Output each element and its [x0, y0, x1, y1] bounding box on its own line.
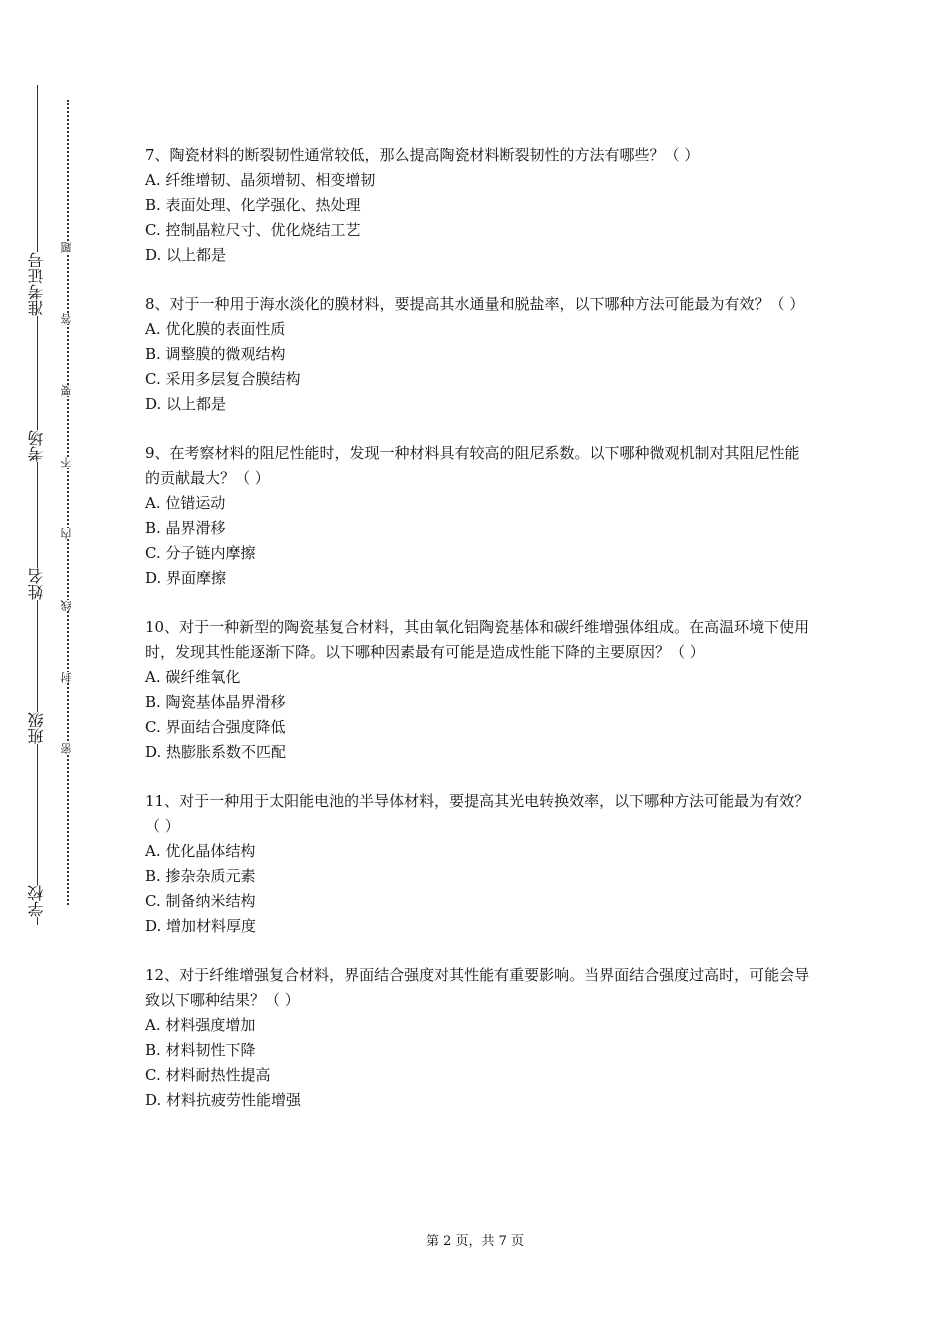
- question-stem: 10、对于一种新型的陶瓷基复合材料，其由氧化铝陶瓷基体和碳纤维增强体组成。在高温环境下使用时，发现其性能逐渐下降。以下哪种因素最有可能是造成性能下降的主要原因？（ ）: [145, 618, 810, 661]
- option-c: C. 采用多层复合膜结构: [145, 370, 301, 388]
- question-stem: 7、陶瓷材料的断裂韧性通常较低，那么提高陶瓷材料断裂韧性的方法有哪些？（ ）: [145, 146, 700, 164]
- option-a: A. 优化膜的表面性质: [145, 320, 286, 338]
- option-b: B. 材料韧性下降: [145, 1041, 256, 1059]
- option-a: A. 材料强度增加: [145, 1016, 256, 1034]
- option-a: A. 碳纤维氧化: [145, 668, 241, 686]
- question-12: [145, 963, 810, 1113]
- school-label: 学校: [19, 885, 55, 917]
- question-9: [145, 441, 810, 591]
- seal-char: 答: [58, 313, 76, 324]
- binding-dotted-line: [67, 100, 69, 905]
- question-11: [145, 789, 810, 939]
- option-a: A. 位错运动: [145, 494, 226, 512]
- option-d: D. 材料抗疲劳性能增强: [145, 1091, 302, 1109]
- option-b: B. 晶界滑移: [145, 519, 226, 537]
- exam-room-label: 考场: [19, 430, 55, 462]
- question-list: [145, 143, 810, 1137]
- option-b: B. 调整膜的微观结构: [145, 345, 286, 363]
- option-a: A. 纤维增韧、晶须增韧、相变增韧: [145, 171, 376, 189]
- seal-char: 内: [58, 528, 76, 539]
- option-b: B. 掺杂杂质元素: [145, 867, 256, 885]
- question-stem: 12、对于纤维增强复合材料，界面结合强度对其性能有重要影响。当界面结合强度过高时，可能会导致以下哪种结果？（ ）: [145, 966, 810, 1009]
- question-10: [145, 615, 810, 765]
- question-stem: 9、在考察材料的阻尼性能时，发现一种材料具有较高的阻尼系数。以下哪种微观机制对其阻尼性能的贡献最大？（ ）: [145, 444, 800, 487]
- binding-solid-line: [37, 85, 38, 925]
- seal-char: 线: [58, 600, 76, 611]
- option-c: C. 控制晶粒尺寸、优化烧结工艺: [145, 221, 361, 239]
- option-a: A. 优化晶体结构: [145, 842, 256, 860]
- seal-char: 封: [58, 672, 76, 683]
- option-d: D. 以上都是: [145, 246, 227, 264]
- option-d: D. 增加材料厚度: [145, 917, 257, 935]
- option-c: C. 界面结合强度降低: [145, 718, 286, 736]
- option-c: C. 材料耐热性提高: [145, 1066, 271, 1084]
- seal-char: 题: [58, 242, 76, 253]
- question-stem: 11、对于一种用于太阳能电池的半导体材料，要提高其光电转换效率，以下哪种方法可能最为有效？（ ）: [145, 792, 810, 835]
- question-8: [145, 292, 810, 417]
- page-footer: 第 2 页，共 7 页: [425, 1234, 525, 1249]
- seal-char: 要: [58, 385, 76, 396]
- option-b: B. 表面处理、化学强化、热处理: [145, 196, 361, 214]
- option-c: C. 制备纳米结构: [145, 892, 256, 910]
- option-d: D. 界面摩擦: [145, 569, 227, 587]
- option-d: D. 以上都是: [145, 395, 227, 413]
- option-c: C. 分子链内摩擦: [145, 544, 256, 562]
- exam-number-label: 准考证号: [19, 252, 55, 316]
- name-label: 姓名: [19, 568, 55, 600]
- question-stem: 8、对于一种用于海水淡化的膜材料，要提高其水通量和脱盐率，以下哪种方法可能最为有效？（ ）: [145, 295, 805, 313]
- binding-margin: [0, 0, 100, 1344]
- option-d: D. 热膨胀系数不匹配: [145, 743, 287, 761]
- seal-char: 密: [58, 743, 76, 754]
- class-label: 班级: [19, 712, 55, 744]
- seal-char: 不: [58, 457, 76, 468]
- question-7: [145, 143, 810, 268]
- option-b: B. 陶瓷基体晶界滑移: [145, 693, 286, 711]
